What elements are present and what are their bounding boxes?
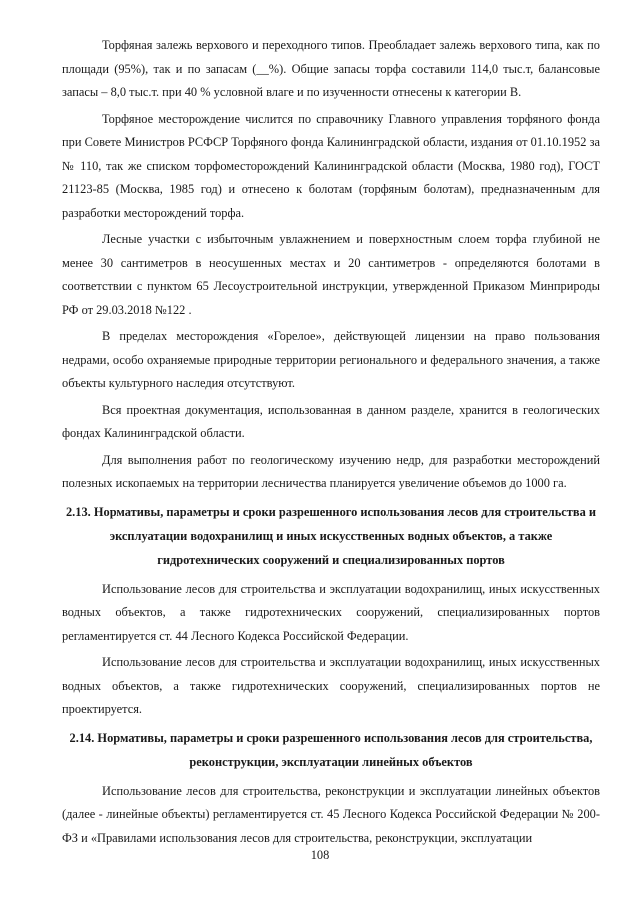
paragraph-peat-registry: Торфяное месторождение числится по справочнику Главного управления торфяного фонда при Совете Министров РСФСР Торфяного фонда Калининградской области, издания от 01.10.1952 за № 110, так же списком торфоместорождений Калининградской области (Москва, 1980 год), ГОСТ 21123-85 (Москва, 1985 год) и отнесено к болотам (торфяным болотам), предназначенным для разработки месторождений торфа. <box>62 111 600 220</box>
paragraph-geological-works: Для выполнения работ по геологическому изучению недр, для разработки месторождений полезных ископаемых на территории лесничества планируется увеличение объемов до 1000 га. <box>62 452 600 490</box>
paragraph-2-13-regulation: Использование лесов для строительства и эксплуатации водохранилищ, иных искусственных водных объектов, а также гидротехнических сооружений, специализированных портов регламентируется ст. 44 Лесного Кодекса Российской Федерации. <box>62 581 600 643</box>
paragraph-project-docs: Вся проектная документация, использованная в данном разделе, хранится в геологических фондах Калининградской области. <box>62 402 600 440</box>
section-heading-2-13: 2.13. Нормативы, параметры и сроки разрешенного использования лесов для строительства и эксплуатации водохранилищ и иных искусственных водных объектов, а также гидротехнических сооружений и специализированных портов <box>65 504 597 567</box>
paragraph-2-14-regulation: Использование лесов для строительства, реконструкции и эксплуатации линейных объектов (далее - линейные объекты) регламентируется ст. 45 Лесного Кодекса Российской Федерации № 200-ФЗ и «Правилами использования лесов для строительства, реконструкции, эксплуатации <box>62 783 600 845</box>
page-number: 108 <box>310 848 330 862</box>
section-heading-2-14: 2.14. Нормативы, параметры и сроки разрешенного использования лесов для строительства, реконструкции, эксплуатации линейных объектов <box>69 730 593 769</box>
paragraph-peat-deposit: Торфяная залежь верхового и переходного типов. Преобладает залежь верхового типа, как по площади (95%), так и по запасам (__%). Общие запасы торфа составили 114,0 тыс.т, балансовые запасы – 8,0 тыс.т. при 40 % условной влаге и по изученности отнесены к категории В. <box>62 38 600 99</box>
paragraph-deposit-boundaries: В пределах месторождения «Горелое», действующей лицензии на право пользования недрами, особо охраняемые природные территории регионального и федерального значения, а также объекты культурного наследия отсутствуют. <box>62 329 600 390</box>
paragraph-2-13-not-planned: Использование лесов для строительства и эксплуатации водохранилищ, иных искусственных водных объектов, а также гидротехнических сооружений, специализированных портов не проектируется. <box>62 655 600 716</box>
paragraph-forest-plots: Лесные участки с избыточным увлажнением и поверхностным слоем торфа глубиной не менее 30 сантиметров в неосушенных местах и 20 сантиметров - определяются болотами в соответствии с пунктом 65 Лесоустроительной инструкции, утвержденной Приказом Минприроды РФ от 29.03.2018 №122 . <box>62 232 600 317</box>
